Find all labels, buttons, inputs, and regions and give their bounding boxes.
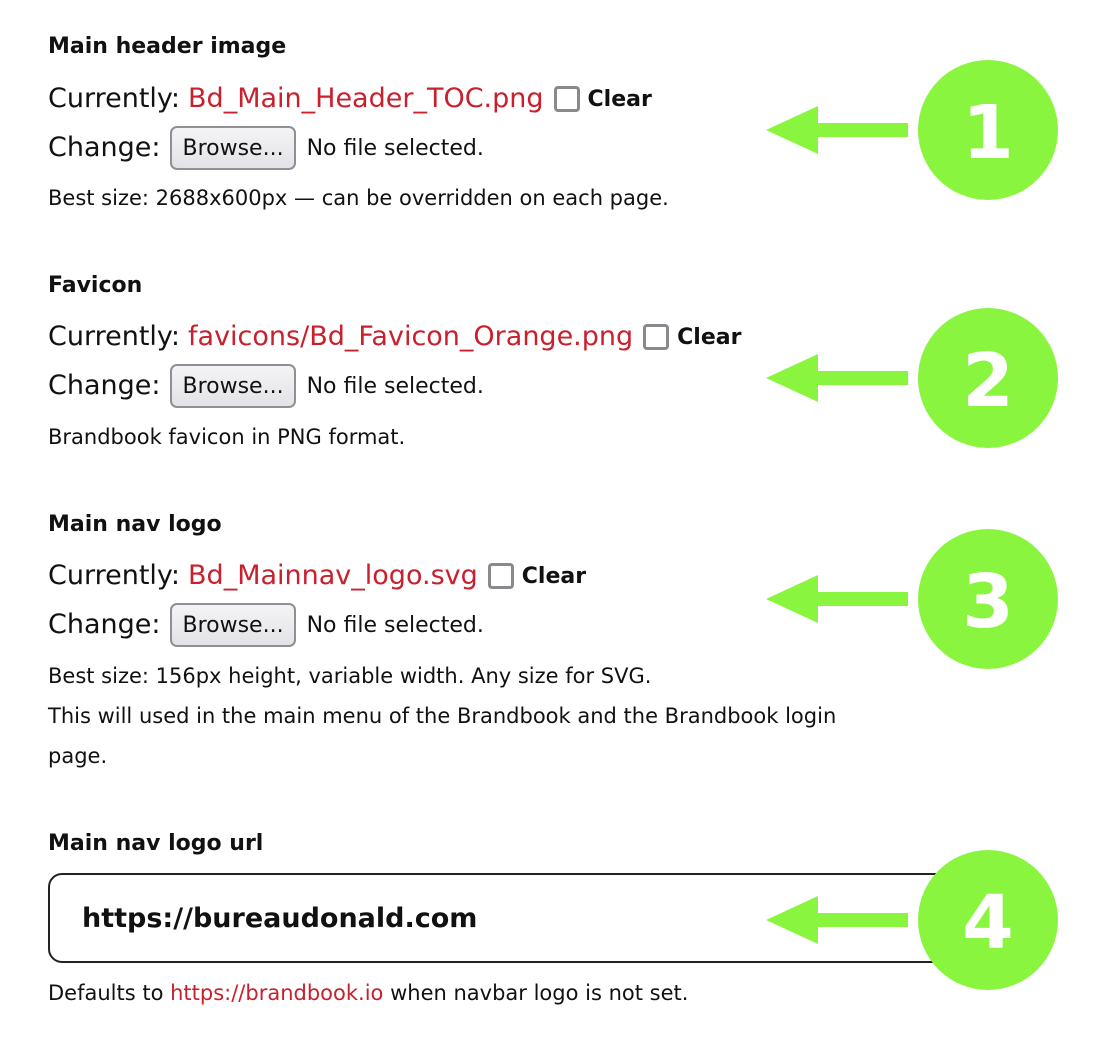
- section-favicon: [48, 272, 142, 300]
- annotation-number: 1: [962, 90, 1014, 176]
- browse-button[interactable]: Browse...: [170, 126, 295, 170]
- arrow-shaft: [808, 592, 908, 606]
- field-label: Main header image: [48, 34, 287, 59]
- no-file-selected-text: No file selected.: [306, 373, 484, 399]
- change-row: [48, 126, 484, 170]
- url-help-suffix: when navbar logo is not set.: [383, 981, 689, 1005]
- clear-checkbox[interactable]: [643, 324, 669, 350]
- currently-row: [48, 82, 652, 116]
- field-label: Main nav logo url: [48, 831, 264, 856]
- current-file-link[interactable]: Bd_Main_Header_TOC.png: [188, 83, 544, 114]
- clear-label[interactable]: Clear: [587, 86, 652, 112]
- clear-checkbox[interactable]: [554, 86, 580, 112]
- currently-row: [48, 320, 741, 354]
- change-label: Change:: [48, 370, 161, 401]
- arrow-head-icon: [766, 575, 818, 623]
- help-line: Best size: 156px height, variable width. Any size for SVG.: [48, 664, 652, 688]
- clear-label[interactable]: Clear: [677, 324, 742, 350]
- arrow-shaft: [808, 371, 908, 385]
- browse-button[interactable]: Browse...: [170, 364, 295, 408]
- annotation-number: 4: [962, 880, 1014, 966]
- current-file-link[interactable]: Bd_Mainnav_logo.svg: [188, 560, 478, 591]
- section-main-header-image: [48, 33, 286, 61]
- no-file-selected-text: No file selected.: [306, 135, 484, 161]
- help-text: [48, 417, 405, 457]
- section-main-nav-logo-url: [48, 830, 263, 858]
- currently-label: Currently:: [48, 83, 181, 114]
- url-help-text: [48, 973, 688, 1013]
- currently-row: [48, 559, 586, 593]
- browse-button[interactable]: Browse...: [170, 603, 295, 647]
- arrow-shaft: [808, 123, 908, 137]
- no-file-selected-text: No file selected.: [306, 612, 484, 638]
- help-text: [48, 656, 836, 776]
- change-label: Change:: [48, 132, 161, 163]
- annotation-callout-1: [760, 60, 1060, 200]
- help-line: Best size: 2688x600px — can be overridden on each page.: [48, 186, 669, 210]
- field-label: Favicon: [48, 273, 143, 298]
- arrow-head-icon: [766, 896, 818, 944]
- annotation-callout-2: [760, 308, 1060, 448]
- arrow-head-icon: [766, 354, 818, 402]
- help-line: This will used in the main menu of the Brandbook and the Brandbook login: [48, 704, 837, 728]
- change-label: Change:: [48, 609, 161, 640]
- change-row: [48, 364, 484, 408]
- help-line: Brandbook favicon in PNG format.: [48, 425, 406, 449]
- currently-label: Currently:: [48, 321, 181, 352]
- clear-checkbox[interactable]: [488, 563, 514, 589]
- clear-label[interactable]: Clear: [521, 563, 587, 589]
- section-main-nav-logo: [48, 511, 222, 539]
- annotation-number: 3: [962, 559, 1014, 645]
- help-text: [48, 178, 669, 218]
- annotation-number: 2: [962, 338, 1014, 424]
- url-help-prefix: Defaults to: [48, 981, 171, 1005]
- change-row: [48, 603, 484, 647]
- annotation-callout-3: [760, 529, 1060, 669]
- default-url-link[interactable]: https://brandbook.io: [170, 981, 384, 1005]
- currently-label: Currently:: [48, 560, 181, 591]
- annotation-callout-4: [760, 850, 1060, 990]
- current-file-link[interactable]: favicons/Bd_Favicon_Orange.png: [188, 321, 634, 352]
- field-label: Main nav logo: [48, 512, 222, 537]
- arrow-shaft: [808, 913, 908, 927]
- help-line: page.: [48, 744, 108, 768]
- arrow-head-icon: [766, 106, 818, 154]
